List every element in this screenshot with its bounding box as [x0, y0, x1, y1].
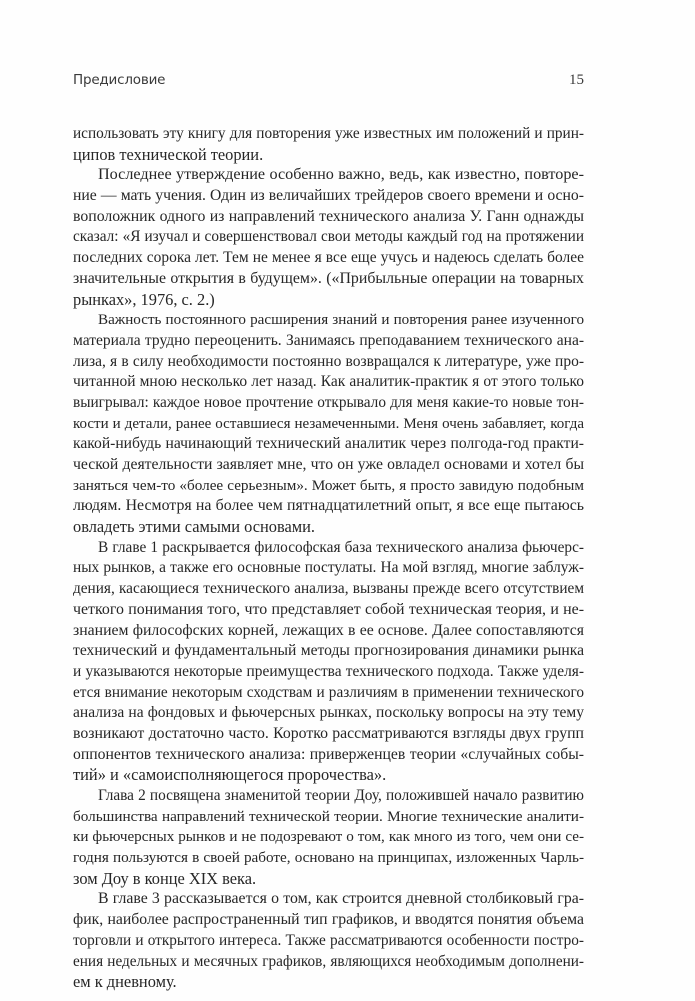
text-line: ние — мать учения. Один из величайших трейдеров своего времени и осно-: [73, 187, 584, 205]
text-line: сказал: «Я изучал и совершенствовал свои методы каждый год на протяжении: [73, 228, 584, 246]
text-line: ется внимание некоторым сходствам и различиям в применении технического: [73, 683, 584, 701]
text-line: людям. Несмотря на более чем пятнадцатилетний опыт, я все еще пытаюсь: [73, 497, 584, 515]
paragraph: [73, 538, 584, 786]
text-line: дения, касающиеся технического анализа, вызваны прежде всего отсутствием: [73, 580, 584, 598]
page-number: 15: [569, 72, 584, 88]
text-line: четкого понимания того, что представляет собой техническая теория, и не-: [73, 600, 584, 618]
text-line: ных рынков, а также его основные постулаты. На мой взгляд, многие заблуж-: [73, 559, 584, 577]
text-line: ципов технической теории.: [73, 144, 264, 164]
text-line: торговли и открытого интереса. Также рассматриваются особенности постро-: [73, 931, 584, 949]
paragraph: [73, 786, 584, 889]
text-line: лиза, я в силу необходимости постоянно возвращался к литературе, уже про-: [73, 352, 584, 370]
text-line: заняться чем-то «более серьезным». Может быть, я просто завидую подобным: [73, 476, 584, 494]
text-line: кости и детали, ранее оставшиеся незамеченными. Меня очень забавляет, когда: [73, 415, 584, 432]
text-line: Глава 2 посвящена знаменитой теории Доу, положившей начало развитию: [98, 787, 584, 804]
text-line: и указываются некоторые преимущества технического подхода. Также уделя-: [73, 662, 584, 680]
section-title: Предисловие: [73, 72, 166, 88]
text-line: Важность постоянного расширения знаний и повторения ранее изученного: [98, 312, 584, 329]
text-line: возникают достаточно часто. Коротко рассматриваются взгляды двух групп: [73, 724, 584, 742]
text-line: воположник одного из направлений технического анализа У. Ганн однажды: [73, 207, 584, 225]
text-line: ки фьючерсных рынков и не подозревают о том, как много из того, чем они се-: [73, 829, 584, 846]
text-line: ем к дневному.: [73, 972, 177, 992]
text-line: какой-нибудь начинающий технический аналитик через полгода-год практи-: [73, 435, 584, 453]
text-line: ческой деятельности заявляет мне, что он уже овладел основами и хотел бы: [73, 456, 584, 473]
text-line: оппонентов технического анализа: приверженцев теории «случайных собы-: [73, 745, 584, 763]
text-line: большинства направлений технической теории. Многие технические аналити-: [73, 807, 584, 825]
paragraph: [73, 124, 584, 165]
text-line: технический и фундаментальный методы прогнозирования динамики рынка: [73, 642, 584, 660]
text-line: В главе 1 раскрывается философская база технического анализа фьючерс-: [98, 538, 584, 556]
text-line: овладеть этими самыми основами.: [73, 517, 315, 537]
text-line: знанием философских корней, лежащих в ее основе. Далее сопоставляются: [73, 621, 584, 639]
text-line: читанной мною несколько лет назад. Как аналитик-практик я от этого только: [73, 373, 584, 391]
text-line: последних сорока лет. Тем не менее я все еще учусь и надеюсь сделать более: [73, 249, 584, 267]
text-line: выигрывал: каждое новое прочтение открывало для меня какие-то новые тон-: [73, 393, 584, 411]
text-line: рынках», 1976, с. 2.): [73, 289, 215, 309]
text-line: В главе 3 рассказывается о том, как строится дневной столбиковый гра-: [98, 890, 584, 908]
text-line: зом Доу в конце XIX века.: [73, 868, 257, 888]
text-line: использовать эту книгу для повторения уже известных им положений и прин-: [73, 125, 584, 142]
text-line: годня пользуются в своей работе, основано на принципах, изложенных Чарль-: [73, 849, 584, 867]
text-line: значительные открытия в будущем». («Прибыльные операции на товарных: [73, 269, 584, 287]
text-line: тий» и «самоисполняющегося пророчества».: [73, 765, 387, 785]
text-line: материала трудно переоценить. Занимаясь преподаванием технического ана-: [73, 331, 584, 349]
paragraph: [73, 310, 584, 538]
running-header: [73, 72, 584, 92]
paragraph: [73, 889, 584, 992]
text-line: анализа на фондовых и фьючерсных рынках, поскольку вопросы на эту тему: [73, 704, 584, 722]
text-line: Последнее утверждение особенно важно, ведь, как известно, повторе-: [98, 166, 584, 184]
text-line: фик, наиболее распространенный тип графиков, и вводятся понятия объема: [73, 911, 584, 929]
paragraph: [73, 165, 584, 310]
body-text: [73, 124, 584, 993]
text-line: ения недельных и месячных графиков, являющихся необходимым дополнени-: [73, 952, 584, 970]
